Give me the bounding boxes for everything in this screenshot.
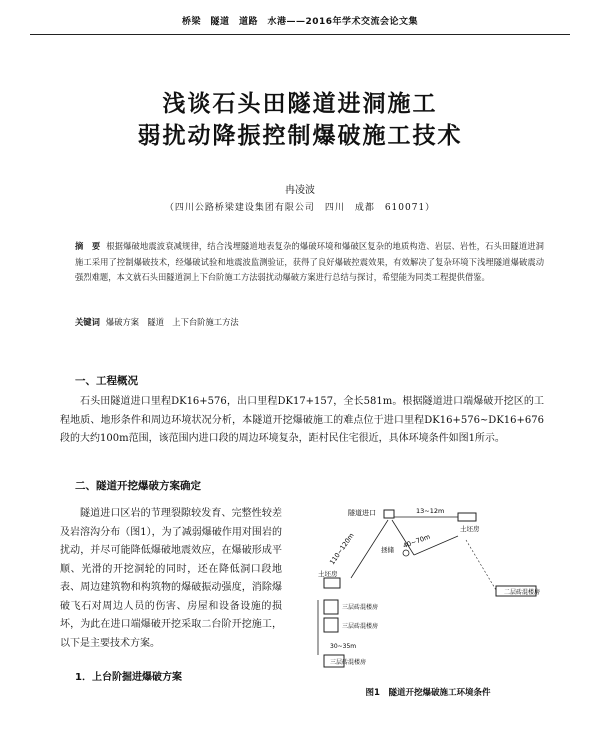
tree-icon [403,550,409,556]
paper-title [0,88,600,152]
section-2-text: 隧道进口区岩的节理裂隙较发育、完整性较差及岩溶沟分布（图1），为了减弱爆破作用对围岩的扰动，并尽可能降低爆破地震效应，在爆破形成平顺、光滑的开挖洞轮的同时，还在降低洞口段地表、周边建筑物和构筑物的爆破振动强度，消除爆破飞石对周边人员的伤害、房屋和设备设施的损坏，为此在进口端爆破开挖采取二台阶开挖施工，以下是主要技术方案。 [60,508,282,649]
earth-house-2 [324,578,340,588]
earth-house-1 [458,513,476,521]
abstract-text: 根据爆破地震波衰减规律，结合浅埋隧道地表复杂的爆破环境和爆破区复杂的地质构造、岩层、岩性，石头田隧道进洞施工采用了控制爆破技术，经爆破试验和地震波监测验证，获得了良好爆破控震效果，有效解决了复杂环境下浅埋隧道爆破震动强烈难题，本文就石头田隧道洞上下台阶施工方法弱扰动爆破方案进行总结与探讨，希望能为同类工程提供借鉴。 [75,241,544,282]
label-d4: 30~35m [330,643,357,650]
label-earth-house-2: 土坯房 [318,570,338,578]
author: 冉凌波 [285,185,315,196]
label-d3: 110~120m [328,531,356,567]
title-line-1: 浅谈石头田隧道进洞施工 [162,91,438,117]
brick-building-1 [324,600,338,614]
figure-1 [296,500,596,700]
affiliation: （四川公路桥梁建设集团有限公司 四川 成都 610071） [164,203,436,213]
keywords-text: 爆破方案 隧道 上下台阶施工方法 [105,317,239,327]
label-earth-house-1: 土坯房 [460,525,480,533]
distance-line-2a [392,520,414,555]
tunnel-entrance-box [384,510,394,518]
keywords [75,316,544,328]
label-tree: 拯储 [381,546,394,554]
header-rule [30,34,570,35]
title-line-2: 弱扰动降振控制爆破施工技术 [137,123,463,149]
label-tunnel-entrance: 隧道进口 [348,509,376,517]
label-brick4: 二层砖混楼房 [504,589,541,596]
running-head: 桥梁 隧道 道路 水港——2016年学术交流会论文集 [181,17,419,27]
label-brick3: 三层砖混楼房 [330,659,367,666]
section-2-heading: 二、隧道开挖爆破方案确定 [75,480,201,492]
section-1-heading: 一、工程概况 [75,375,138,387]
figure-caption: 图1 隧道开挖爆破施工环境条件 [365,688,491,698]
boundary-line [466,540,496,590]
abstract [75,239,544,286]
label-d1: 13~12m [416,507,445,515]
environment-diagram [296,500,596,700]
label-brick2: 三层砖混楼房 [342,623,379,630]
keywords-label: 关键词 [75,317,100,327]
brick-building-2 [324,618,338,632]
section-1-text: 石头田隧道进口里程DK16+576，出口里程DK17+157，全长581m。根据隧道进口端爆破开挖区的工程地质、地形条件和周边环境状况分析，本隧道开挖爆破施工的难点位于进口里程DK16+576~DK16+676段的大约100m范围，该范围内进口段的周边环境复杂，距村民住宅很近，具体环境条件如图1所示。 [60,396,544,444]
label-d2: 40~70m [401,532,432,550]
label-brick1: 三层砖混楼房 [342,604,379,611]
abstract-label: 摘 要 [75,241,101,251]
section-2-subheading: 1．上台阶掘进爆破方案 [75,672,182,683]
